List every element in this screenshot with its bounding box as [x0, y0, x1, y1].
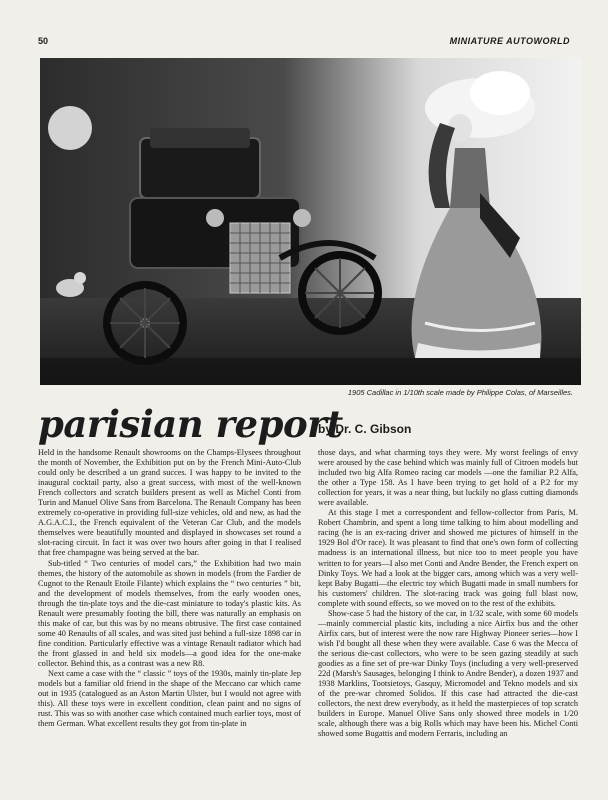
article-column-left: [38, 448, 301, 729]
article-column-right: [318, 448, 578, 739]
magazine-title: MINIATURE AUTOWORLD: [449, 36, 570, 46]
paragraph: At this stage I met a correspondent and fellow-collector from Paris, M. Robert Chambrin, and spent a long time talking to him about modelling and racing (he is an ex-racing driver and showed me pictures of himself in the 1929 Bol d'Or race). It was pleasant to find that one's own form of collecting madness is an international illness, but nice too to meet people you have written to for years—I also met Conti and Andre Bender, the French expert on Dinky Toys. We had a look at the bigger cars, among which was a very well-kept Baby Bugatti—the electric toy which Bugatti made in small numbers for his customers' children. The slot-racing track was going full blast now, complete with sound effects, so we moved on to the rest of the exhibits.: [318, 508, 578, 608]
article-byline: by Dr. C. Gibson: [318, 422, 412, 436]
paragraph: Sub-titled “ Two centuries of model cars,” the Exhibition had two main themes, the history of the automobile as shown in models (from the Fardier de Cugnot to the Renault Etoile Filante) which explains the “ two centuries ” bit, and the development of models themselves, from the early wooden ones, through the tin-plate toys and the die-cast miniature to today's plastic kits. As Renault were presumably footing the bill, there was naturally an emphasis on this make of car, but this was by no means obtrusive. The first case contained some 40 Renaults of all scales, and was sited just behind a full-size 1898 car in fine condition. Particularly effective was a vintage Renault radiator which had the front glassed in and held six models—a good idea for the one-make collector. Behind this, as a contrast was a new R8.: [38, 558, 301, 668]
page-number: 50: [38, 36, 49, 46]
article-photo: [40, 58, 581, 385]
paragraph: Held in the handsome Renault showrooms on the Champs-Elysees throughout the month of November, the Exhibition put on by the French Mini-Auto-Club could only be described a un grand succes. I was happy to be invited to the inaugural cocktail party, also a great success, with most of the well-known French collectors and scratch builders present as well as Michel Conti from Turin and Manuel Olive Sans from Barcelona. The Renault Company has been extremely co-operative in providing full-size vehicles, old and new, as had the A.G.A.C.I., the French equivalent of the Veteran Car Club, and the models themselves were beautifully mounted and displayed in showcases set round a slot-racing circuit. In fact it was over two hours after going in that I realised that free champagne was being served at the bar.: [38, 448, 301, 558]
article-headline: parisian report: [38, 402, 343, 446]
photo-illustration: [40, 58, 581, 385]
photo-caption: 1905 Cadillac in 1/10th scale made by Philippe Colas, of Marseilles.: [347, 388, 573, 397]
paragraph: Next came a case with the “ classic ” toys of the 1930s, mainly tin-plate Jep models but a familiar old friend in the shape of the Meccano car which came out in 1935 (catalogued as an Aston Martin Ulster, but I would not agree with this). All these toys were in excellent condition, clean paint and no signs of rust. This was so with another case which contained much earlier toys, most of them German. What excellent results they got from tin-plate in: [38, 669, 301, 729]
paragraph: Show-case 5 had the history of the car, in 1/32 scale, with some 60 models—mainly commercial plastic kits, including a nice Airfix bus and the other Airfix cars, but of interest were the now rare Highway Pioneer series—how I wish I'd bought all these when they were available. Case 6 was the Mecca of the serious die-cast collectors, who were to be seen gazing steadily at such goodies as a fine set of pre-war Dinky Toys (including a very well-preserved 22d (Marsh's Sausages, belonging I think to Andre Bender), a dozen 1937 and 1938 Marklins, Tootsietoys, Gasquy, Micromodel and Tekno models and six of the pre-war chromed Solidos. If this case had attracted the die-cast collectors, the next drew everybody, as it held the masterpieces of top scratch builders in Europe. Manuel Olive Sans only showed three models in 1/20 scale, although there was a big Rolls which may have been his. Michel Conti showed some Bugattis and modern Ferraris, including an: [318, 608, 578, 739]
paragraph: those days, and what charming toys they were. My worst feelings of envy were aroused by the case behind which was mainly full of Citroen models but included two big Alfa Romeo racing car models —one the familiar P.2 Alfa, the other a Type 158. As I have been trying to get hold of a P.2 for my collection for years, it was a near thing, but luckily no glass cutting diamonds were available.: [318, 448, 578, 508]
page-header: [38, 36, 570, 50]
